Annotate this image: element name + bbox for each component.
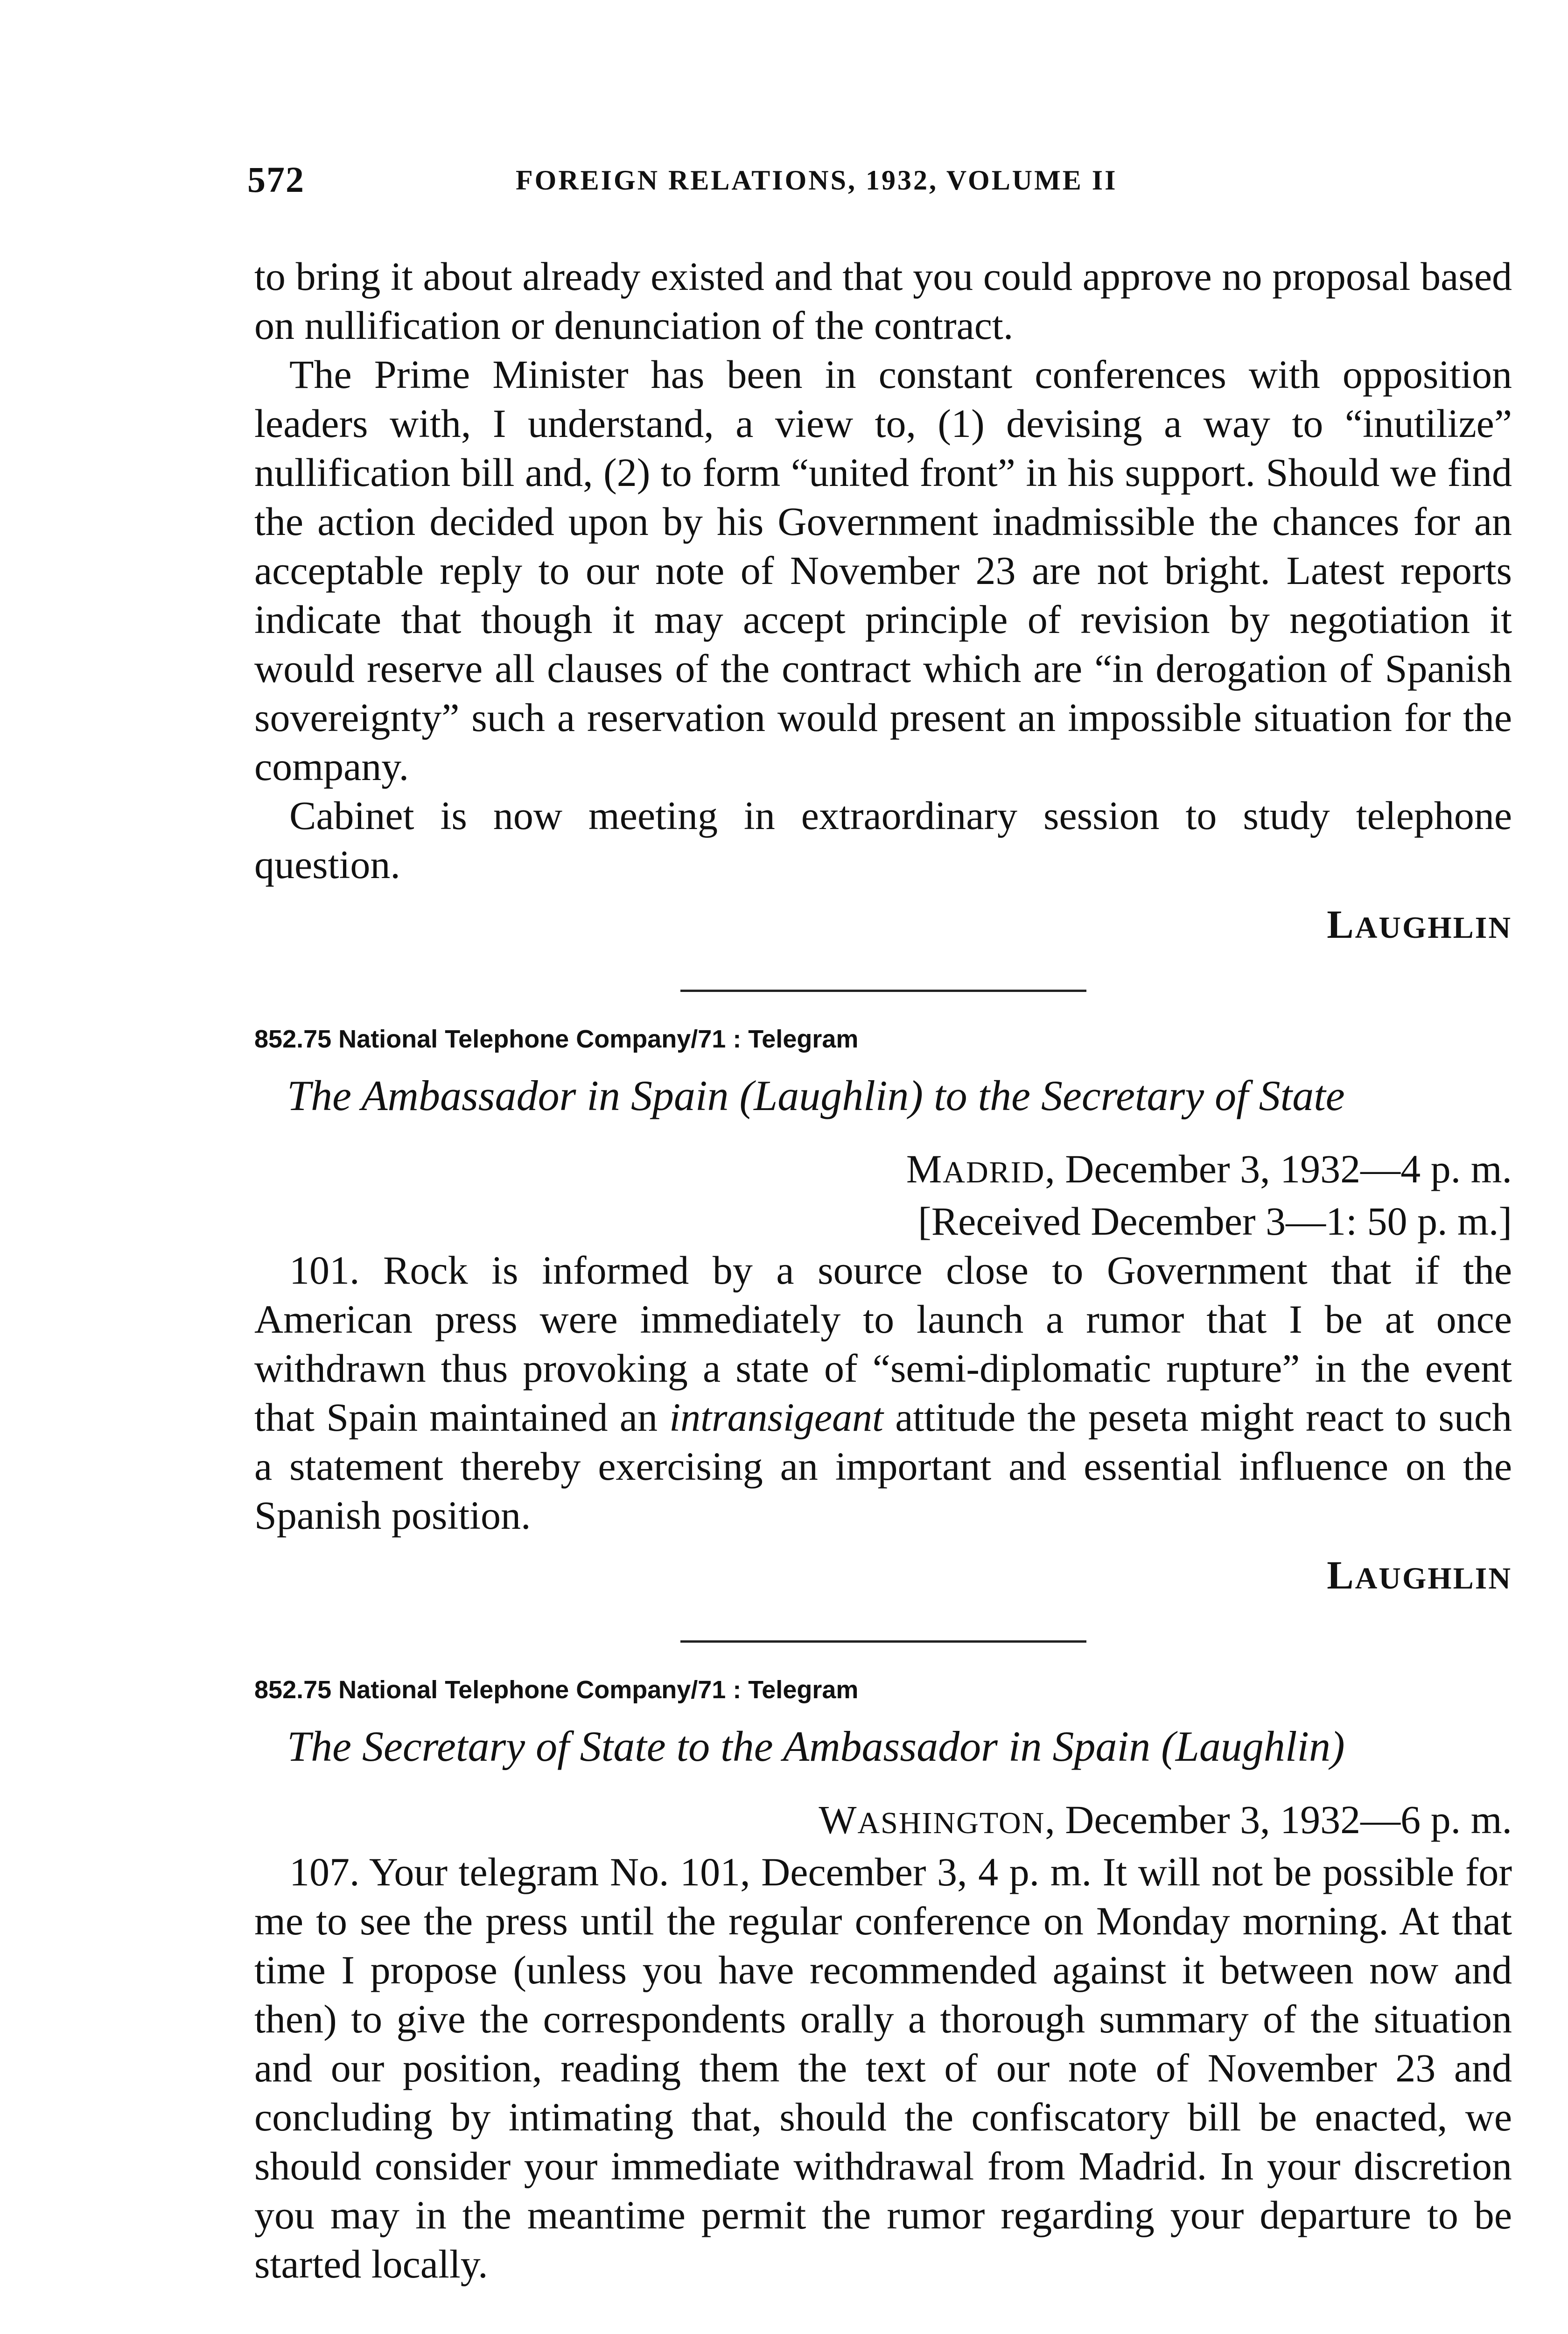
received-line: [Received December 3—1: 50 p. m.] [918,1199,1512,1244]
document-page [247,159,1512,2289]
continuation-paragraph-1: to bring it about already existed and that you could approve no proposal based on nullification or denunciation of the contract. [254,254,1512,348]
dateline-2 [254,1795,1512,1848]
signature-rest: AUGHLIN [1355,911,1512,945]
signature-laughlin-2 [254,1552,1512,1598]
document-title-1: The Ambassador in Spain (Laughlin) to the Secretary of State [287,1072,1345,1119]
running-title: FOREIGN RELATIONS, 1932, VOLUME II [516,165,1118,196]
signature-initial: L [1327,902,1355,947]
date-text: , December 3, 1932—4 p. m. [1045,1146,1512,1191]
file-reference-2: 852.75 National Telephone Company/71 : Telegram [254,1676,859,1704]
document-title-2: The Secretary of State to the Ambassador in Spain (Laughlin) [287,1722,1345,1770]
dateline-1 [254,1145,1512,1197]
signature-initial: L [1327,1553,1355,1597]
date-text: , December 3, 1932—6 p. m. [1045,1797,1512,1842]
place-rest: ASHINGTON [857,1806,1045,1840]
place-initial: W [819,1797,858,1842]
signature-rest: AUGHLIN [1355,1561,1512,1596]
continuation-paragraph-3: Cabinet is now meeting in extraordinary session to study telephone question. [254,793,1512,887]
running-head [247,159,1512,210]
telegram-101-text-a: 101. Rock is informed by a source close to Government that if the American press were immediately to launch a rumor that I be at once withdrawn thus provoking a state of “semi-diplomatic rupture” in the event that Spain maintained an [254,1248,1512,1440]
place-rest: ADRID [943,1155,1045,1189]
italic-word: intransigeant [669,1395,883,1440]
telegram-101-text [254,1246,1512,1540]
telegram-107-text: 107. Your telegram No. 101, December 3, 4 p. m. It will not be possible for me to see the press until the regular conference on Monday morning. At that time I propose (unless you have recommended against it between now and then) to give the correspondents orally a thorough summary of the situation and our position, reading them the text of our note of November 23 and concluding by intimating that, should the confiscatory bill be enacted, we should consider your immediate withdrawal from Madrid. In your discretion you may in the meantime permit the rumor regarding your departure to be started locally. [254,1849,1512,2286]
telegram-101-text-b: attitude the peseta might react to such a statement thereby exercising an important and essential influence on the Spanish position. [254,1395,1512,1538]
place-initial: M [906,1146,943,1191]
section-divider [680,1640,1086,1643]
continuation-paragraph-2: The Prime Minister has been in constant conferences with opposition leaders with, I understand, a view to, (1) devising a way to “inutilize” nullification bill and, (2) to form “united front” in his support. Should we find the action decided upon by his Government inadmissible the chances for an acceptable reply to our note of November 23 are not bright. Latest reports indicate that though it may accept principle of revision by negotiation it would reserve all clauses of the contract which are “in derogation of Spanish sovereignty” such a reservation would present an impossible situation for the company. [254,352,1512,789]
section-divider [680,990,1086,992]
file-reference-1: 852.75 National Telephone Company/71 : Telegram [254,1025,859,1053]
page-number: 572 [247,159,305,200]
signature-laughlin-1 [254,901,1512,948]
